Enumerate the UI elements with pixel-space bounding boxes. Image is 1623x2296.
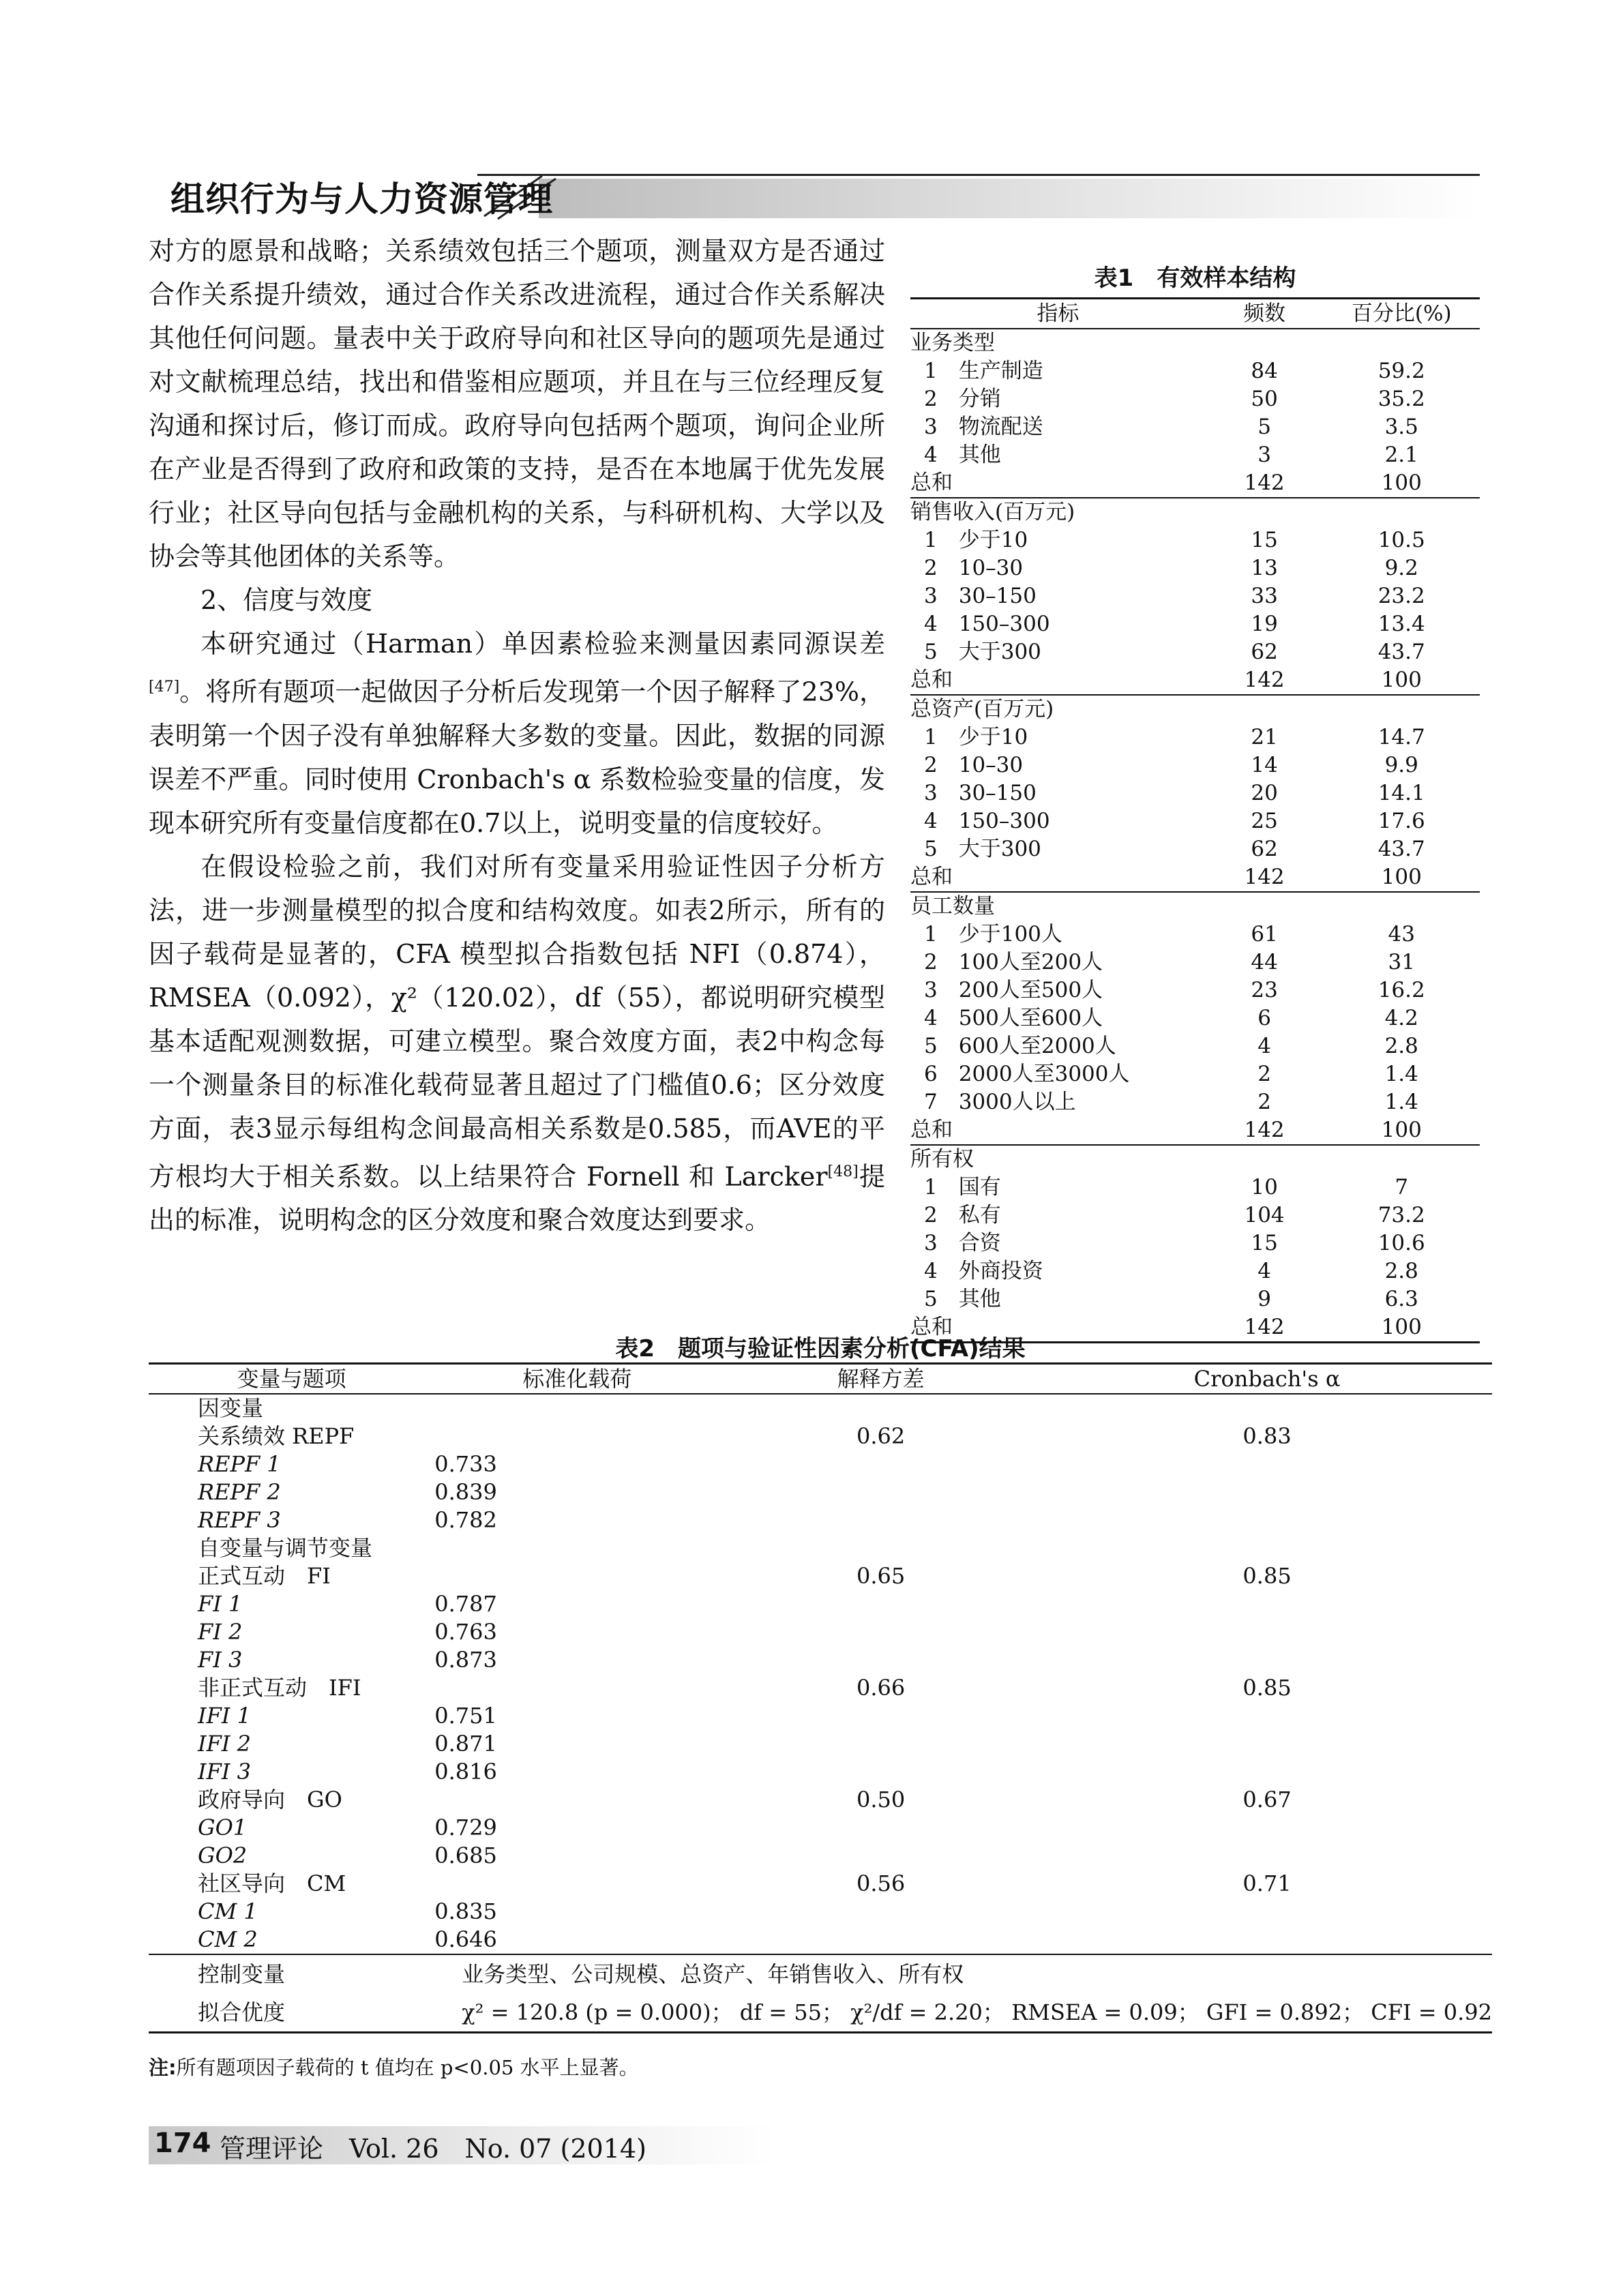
table-2-caption: 表2 题项与验证性因素分析(CFA)结果	[615, 1335, 1026, 1362]
t1-cell-item: 2 私有	[924, 1203, 1001, 1227]
t2-control-label: 控制变量	[149, 1954, 434, 1993]
t2-cell-alpha	[1042, 1898, 1492, 1926]
t1-cell-percent: 17.6	[1378, 809, 1425, 833]
t2-cell-variable: CM 1	[198, 1898, 258, 1924]
t2-cell-alpha	[1042, 1394, 1492, 1422]
t2-cell-variance: 0.56	[857, 1870, 906, 1896]
t1-cell-frequency: 2	[1257, 1062, 1271, 1086]
table-row	[910, 1174, 1480, 1202]
p3-text-b: 提出的标准，说明构念的区分效度和聚合效度达到要求。	[149, 1161, 885, 1236]
t1-cell-percent: 1.4	[1384, 1062, 1418, 1086]
t2-control-row	[149, 1954, 1492, 1993]
t2-cell-loading	[434, 1422, 719, 1450]
t2-cell-alpha	[1042, 1618, 1492, 1646]
table-row	[910, 357, 1480, 385]
t1-cell-item: 1 国有	[924, 1175, 1001, 1199]
table-row	[910, 666, 1480, 695]
t1-cell-percent: 43.7	[1378, 640, 1425, 664]
t2-cell-variance	[719, 1898, 1042, 1926]
t1-cell-percent: 7	[1395, 1175, 1409, 1199]
t2-cell-loading: 0.733	[434, 1451, 497, 1477]
t1-cell-item: 3 30–150	[924, 781, 1037, 805]
t1-cell-item: 4 500人至600人	[924, 1006, 1103, 1030]
t2-cell-alpha	[1042, 1842, 1492, 1870]
t1-group-title: 所有权	[910, 1145, 1480, 1174]
table-row	[910, 638, 1480, 666]
t1-group-title: 销售收入(百万元)	[910, 498, 1480, 526]
t1-cell-percent: 13.4	[1378, 612, 1425, 636]
header-decor-bar	[539, 179, 1480, 218]
t2-cell-variable: REPF 1	[198, 1451, 281, 1477]
t2-cell-alpha: 0.67	[1242, 1787, 1292, 1813]
t2-cell-variance	[719, 1478, 1042, 1506]
table-row	[149, 1646, 1492, 1674]
t1-cell-percent: 2.1	[1384, 443, 1418, 467]
t2-cell-alpha	[1042, 1506, 1492, 1534]
t2-cell-loading	[434, 1786, 719, 1814]
t1-cell-item: 总和	[910, 865, 953, 889]
t1-cell-frequency: 19	[1251, 612, 1278, 636]
t2-cell-alpha: 0.71	[1242, 1870, 1292, 1896]
t1-cell-percent: 9.2	[1384, 556, 1418, 580]
t1-cell-item: 1 少于10	[924, 725, 1028, 749]
table-row	[910, 863, 1480, 892]
citation-48: [48]	[827, 1163, 859, 1180]
t1-cell-item: 6 2000人至3000人	[924, 1062, 1130, 1086]
note-prefix: 注:	[149, 2056, 177, 2079]
table-row	[149, 1422, 1492, 1450]
t2-cell-variable: GO2	[198, 1843, 248, 1868]
t1-group-title: 总资产(百万元)	[910, 695, 1480, 724]
t2-cell-variable: 因变量	[198, 1395, 264, 1421]
t1-cell-percent: 43	[1388, 922, 1415, 946]
t2-cell-alpha	[1042, 1758, 1492, 1786]
table-row	[149, 1590, 1492, 1618]
t2-cell-loading	[434, 1394, 719, 1422]
t2-cell-variance	[719, 1618, 1042, 1646]
table-row	[149, 1786, 1492, 1814]
t1-cell-percent: 4.2	[1384, 1006, 1418, 1030]
t1-cell-item: 4 150–300	[924, 612, 1050, 636]
t2-cell-loading: 0.871	[434, 1731, 497, 1757]
t2-cell-variable: IFI 1	[198, 1703, 252, 1729]
t1-cell-percent: 23.2	[1378, 584, 1425, 608]
t2-cell-variance	[719, 1730, 1042, 1758]
t1-cell-item: 总和	[910, 668, 953, 692]
table-row	[149, 1814, 1492, 1842]
t1-cell-frequency: 3	[1257, 443, 1271, 467]
table-row	[149, 1674, 1492, 1702]
t1-cell-frequency: 15	[1251, 528, 1278, 552]
table-row	[910, 554, 1480, 582]
t2-cell-alpha	[1042, 1702, 1492, 1730]
t1-cell-percent: 59.2	[1378, 359, 1425, 383]
t1-group-title-row	[910, 892, 1480, 921]
table-1-caption: 表1 有效样本结构	[1094, 265, 1296, 292]
table-row	[910, 1202, 1480, 1229]
table-row	[910, 1257, 1480, 1285]
t2-cell-variance	[719, 1842, 1042, 1870]
t2-cell-variable: CM 2	[198, 1926, 258, 1952]
body-text	[149, 229, 885, 1242]
table-row	[149, 1730, 1492, 1758]
t2-cell-variance: 0.50	[857, 1787, 906, 1813]
table-row	[149, 1506, 1492, 1534]
t1-cell-frequency: 14	[1251, 753, 1278, 777]
t2-cell-variance	[719, 1646, 1042, 1674]
table-row	[149, 1842, 1492, 1870]
t2-cell-loading	[434, 1674, 719, 1702]
t2-cell-alpha	[1042, 1450, 1492, 1478]
t2-cell-alpha	[1042, 1590, 1492, 1618]
t1-cell-item: 1 生产制造	[924, 359, 1043, 383]
t2-cell-variance	[719, 1702, 1042, 1730]
table-row	[910, 751, 1480, 779]
t1-cell-item: 3 30–150	[924, 584, 1037, 608]
t2-cell-variable: IFI 2	[198, 1731, 252, 1757]
t1-cell-item: 5 大于300	[924, 640, 1041, 664]
t1-cell-frequency: 10	[1251, 1175, 1278, 1199]
t1-cell-frequency: 142	[1244, 668, 1285, 692]
table-row	[910, 1032, 1480, 1060]
table-row	[149, 1450, 1492, 1478]
t1-cell-frequency: 61	[1251, 922, 1278, 946]
table-row	[149, 1478, 1492, 1506]
t1-cell-percent: 3.5	[1384, 415, 1418, 439]
t1-cell-frequency: 25	[1251, 809, 1278, 833]
table-row	[910, 1004, 1480, 1032]
table-row	[910, 835, 1480, 863]
table-row	[149, 1926, 1492, 1954]
t1-cell-percent: 100	[1381, 1118, 1422, 1142]
t2-cell-loading: 0.816	[434, 1759, 497, 1785]
t1-cell-percent: 14.7	[1378, 725, 1425, 749]
t2-cell-variance	[719, 1450, 1042, 1478]
t1-cell-item: 5 大于300	[924, 837, 1041, 861]
table-row	[149, 1562, 1492, 1590]
t2-cell-alpha	[1042, 1646, 1492, 1674]
t2-fit-label: 拟合优度	[149, 1993, 434, 2033]
t1-cell-item: 4 150–300	[924, 809, 1050, 833]
t2-cell-variable: GO1	[198, 1815, 248, 1840]
t1-cell-frequency: 104	[1244, 1203, 1285, 1227]
t2-cell-variable: 社区导向 CM	[198, 1870, 346, 1896]
t1-cell-frequency: 2	[1257, 1090, 1271, 1114]
page-number: 174	[154, 2128, 211, 2159]
t2-cell-variable: 正式互动 FI	[198, 1563, 331, 1589]
t1-cell-item: 4 外商投资	[924, 1259, 1043, 1283]
t2-cell-variance	[719, 1506, 1042, 1534]
t2-fit-row	[149, 1993, 1492, 2033]
t1-cell-percent: 100	[1381, 865, 1422, 889]
table-row	[910, 1060, 1480, 1088]
t1-cell-frequency: 23	[1251, 978, 1278, 1002]
t2-fit-value: χ² = 120.8 (p = 0.000)； df = 55； χ²/df = 2.20； RMSEA = 0.09； GFI = 0.892； CFI = 0.92	[434, 1993, 1492, 2033]
table-1-header-row	[910, 299, 1480, 329]
t2-cell-variable: FI 3	[198, 1647, 243, 1673]
paragraph-2	[149, 622, 885, 845]
table-row	[910, 582, 1480, 610]
table-row	[910, 526, 1480, 554]
t2-header-loading: 标准化载荷	[434, 1364, 719, 1395]
t1-cell-item: 总和	[910, 471, 953, 495]
t1-cell-item: 7 3000人以上	[924, 1090, 1076, 1114]
t2-cell-alpha	[1042, 1478, 1492, 1506]
t2-cell-loading: 0.729	[434, 1815, 497, 1840]
t1-cell-percent: 31	[1388, 950, 1415, 974]
t1-group-title-row	[910, 329, 1480, 357]
p2-text-b: 。将所有题项一起做因子分析后发现第一个因子解释了23%，表明第一个因子没有单独解释大多数的变量。因此，数据的同源误差不严重。同时使用 Cronbach's α 系数检验变量的信度，发现本研究所有变量信度都在0.7以上，说明变量的信度较好。	[149, 676, 885, 838]
t1-cell-item: 2 100人至200人	[924, 950, 1103, 974]
t1-cell-percent: 100	[1381, 471, 1422, 495]
table-row	[910, 779, 1480, 807]
table-row	[910, 610, 1480, 638]
t1-cell-frequency: 142	[1244, 1118, 1285, 1142]
t2-header-alpha: Cronbach's α	[1042, 1364, 1492, 1395]
t2-cell-loading: 0.873	[434, 1647, 497, 1673]
t1-cell-percent: 100	[1323, 1313, 1480, 1343]
t2-cell-variance	[719, 1534, 1042, 1562]
table-row	[910, 413, 1480, 441]
table-1-body	[910, 329, 1480, 1343]
table-row	[149, 1702, 1492, 1730]
header-rule	[477, 174, 1480, 176]
table-row	[149, 1618, 1492, 1646]
t1-cell-item: 5 600人至2000人	[924, 1034, 1116, 1058]
table-row	[910, 976, 1480, 1004]
t1-cell-item: 1 少于100人	[924, 922, 1062, 946]
t1-cell-item: 2 10–30	[924, 556, 1024, 580]
t1-cell-frequency: 6	[1257, 1006, 1271, 1030]
t2-cell-loading: 0.685	[434, 1843, 497, 1868]
t2-cell-alpha: 0.83	[1242, 1423, 1292, 1449]
t1-cell-frequency: 15	[1251, 1231, 1278, 1255]
t2-cell-variable: IFI 3	[198, 1759, 252, 1785]
t2-cell-variance	[719, 1394, 1042, 1422]
table-2-header-row	[149, 1364, 1492, 1395]
t1-cell-percent: 6.3	[1384, 1287, 1418, 1311]
t2-cell-variance	[719, 1758, 1042, 1786]
t2-cell-variable: REPF 2	[198, 1479, 281, 1505]
t2-cell-loading: 0.751	[434, 1703, 497, 1729]
subheading-reliability: 2、信度与效度	[200, 585, 373, 615]
t2-cell-variance: 0.62	[857, 1423, 906, 1449]
t2-cell-variance: 0.65	[857, 1563, 906, 1589]
t1-cell-item: 4 其他	[924, 443, 1001, 467]
t2-cell-loading: 0.787	[434, 1591, 497, 1617]
t1-cell-percent: 14.1	[1378, 781, 1425, 805]
t1-cell-frequency: 20	[1251, 781, 1278, 805]
table-row	[910, 1229, 1480, 1257]
t1-cell-percent: 10.5	[1378, 528, 1425, 552]
t2-cell-alpha	[1042, 1926, 1492, 1954]
table-row	[910, 949, 1480, 976]
t2-cell-variable: FI 2	[198, 1619, 243, 1645]
t1-cell-frequency: 5	[1257, 415, 1271, 439]
t2-cell-loading: 0.839	[434, 1479, 497, 1505]
t1-cell-frequency: 4	[1257, 1259, 1271, 1283]
t1-cell-frequency: 142	[1206, 1313, 1324, 1343]
t1-cell-frequency: 4	[1257, 1034, 1271, 1058]
t2-cell-variance	[719, 1814, 1042, 1842]
t2-cell-loading: 0.646	[434, 1926, 497, 1952]
t2-cell-alpha	[1042, 1534, 1492, 1562]
t2-cell-loading: 0.763	[434, 1619, 497, 1645]
t1-cell-item: 3 200人至500人	[924, 978, 1103, 1002]
t1-cell-item: 2 分销	[924, 387, 1001, 411]
t2-cell-alpha	[1042, 1730, 1492, 1758]
t2-cell-variance: 0.66	[857, 1675, 906, 1701]
table-row	[149, 1870, 1492, 1898]
table-row	[910, 724, 1480, 751]
t1-cell-percent: 43.7	[1378, 837, 1425, 861]
table-row	[149, 1394, 1492, 1422]
t2-cell-variable: 非正式互动 IFI	[198, 1675, 361, 1701]
t1-cell-item: 2 10–30	[924, 753, 1024, 777]
t1-cell-frequency: 9	[1257, 1287, 1271, 1311]
table-1	[910, 259, 1480, 1343]
t1-cell-frequency: 13	[1251, 556, 1278, 580]
t1-cell-item: 5 其他	[924, 1287, 1001, 1311]
table-row	[910, 385, 1480, 413]
p3-text-a: 在假设检验之前，我们对所有变量采用验证性因子分析方法，进一步测量模型的拟合度和结构效度。如表2所示，所有的因子载荷是显著的，CFA 模型拟合指数包括 NFI（0.874），RMSEA（0.092），χ²（120.02），df（55），都说明研究模型基本适配观测数据，可建立模型。聚合效度方面，表2中构念每一个测量条目的标准化载荷显著且超过了门槛值0.6；区分效度方面，表3显示每组构念间最高相关系数是0.585，而AVE的平方根均大于相关系数。以上结果符合 Fornell 和 Larcker	[149, 851, 885, 1192]
paragraph-1: 对方的愿景和战略；关系绩效包括三个题项，测量双方是否通过合作关系提升绩效，通过合作关系改进流程，通过合作关系解决其他任何问题。量表中关于政府导向和社区导向的题项先是通过对文献梳理总结，找出和借鉴相应题项，并且在与三位经理反复沟通和探讨后，修订而成。政府导向包括两个题项，询问企业所在产业是否得到了政府和政策的支持，是否在本地属于优先发展行业；社区导向包括与金融机构的关系，与科研机构、大学以及协会等其他团体的关系等。	[149, 236, 885, 571]
t1-cell-item: 3 物流配送	[924, 415, 1043, 439]
t1-header-frequency: 频数	[1206, 299, 1324, 329]
table-note	[149, 2053, 639, 2081]
table-row	[149, 1534, 1492, 1562]
t1-group-title-row	[910, 1145, 1480, 1174]
table-row	[910, 469, 1480, 498]
section-title: 组织行为与人力资源管理	[170, 179, 553, 219]
table-row	[910, 1116, 1480, 1145]
t1-group-title-row	[910, 498, 1480, 526]
t1-cell-percent: 1.4	[1384, 1090, 1418, 1114]
t2-control-value: 业务类型、公司规模、总资产、年销售收入、所有权	[434, 1954, 1492, 1993]
t2-header-variable: 变量与题项	[149, 1364, 434, 1395]
t2-cell-alpha: 0.85	[1242, 1563, 1292, 1589]
t1-cell-frequency: 62	[1251, 640, 1278, 664]
t1-cell-percent: 35.2	[1378, 387, 1425, 411]
table-2	[149, 1330, 1492, 2033]
table-row	[910, 441, 1480, 469]
t2-cell-alpha: 0.85	[1242, 1675, 1292, 1701]
t2-cell-variable: FI 1	[198, 1591, 243, 1617]
table-row	[149, 1758, 1492, 1786]
t1-header-indicator: 指标	[910, 299, 1206, 329]
t2-cell-loading: 0.835	[434, 1898, 497, 1924]
t1-cell-item: 1 少于10	[924, 528, 1028, 552]
t1-group-title-row	[910, 695, 1480, 724]
t1-cell-frequency: 33	[1251, 584, 1278, 608]
t2-cell-variable: 自变量与调节变量	[198, 1535, 373, 1561]
t1-header-percent: 百分比(%)	[1323, 299, 1480, 329]
t2-cell-loading: 0.782	[434, 1507, 497, 1533]
t1-cell-frequency: 62	[1251, 837, 1278, 861]
t1-cell-percent: 16.2	[1378, 978, 1425, 1002]
table-row	[910, 1285, 1480, 1313]
t1-cell-percent: 100	[1381, 668, 1422, 692]
t1-cell-item: 3 合资	[924, 1231, 1001, 1255]
t1-group-title: 员工数量	[910, 892, 1480, 921]
t1-cell-frequency: 50	[1251, 387, 1278, 411]
table-row	[910, 921, 1480, 949]
t2-cell-variable: 关系绩效 REPF	[198, 1423, 355, 1449]
table-row	[149, 1898, 1492, 1926]
t2-header-variance: 解释方差	[719, 1364, 1042, 1395]
t2-cell-loading	[434, 1562, 719, 1590]
table-2-grid	[149, 1362, 1492, 2033]
t2-cell-variance	[719, 1926, 1042, 1954]
citation-47: [47]	[149, 679, 180, 696]
t2-cell-variance	[719, 1590, 1042, 1618]
t1-cell-frequency: 142	[1244, 471, 1285, 495]
t1-cell-percent: 10.6	[1378, 1231, 1425, 1255]
table-2-body	[149, 1394, 1492, 1954]
t1-group-title: 业务类型	[910, 329, 1480, 357]
t2-cell-variable: REPF 3	[198, 1507, 281, 1533]
table-1-grid	[910, 297, 1480, 1343]
t2-cell-alpha	[1042, 1814, 1492, 1842]
t2-cell-variable: 政府导向 GO	[198, 1787, 342, 1813]
t1-cell-percent: 2.8	[1384, 1259, 1418, 1283]
t2-cell-loading	[434, 1870, 719, 1898]
p2-text-a: 本研究通过（Harman）单因素检验来测量因素同源误差	[200, 629, 885, 659]
table-row	[910, 807, 1480, 835]
t1-cell-percent: 9.9	[1384, 753, 1418, 777]
t2-cell-loading	[434, 1534, 719, 1562]
t1-cell-frequency: 142	[1244, 865, 1285, 889]
note-text: 所有题项因子载荷的 t 值均在 p<0.05 水平上显著。	[176, 2056, 639, 2079]
t1-cell-frequency: 44	[1251, 950, 1278, 974]
t1-cell-percent: 73.2	[1378, 1203, 1425, 1227]
t1-cell-item: 总和	[910, 1313, 1206, 1343]
t1-cell-frequency: 84	[1251, 359, 1278, 383]
t1-cell-item: 总和	[910, 1118, 953, 1142]
table-row	[910, 1088, 1480, 1116]
paragraph-3	[149, 845, 885, 1242]
t1-cell-frequency: 21	[1251, 725, 1278, 749]
t1-cell-percent: 2.8	[1384, 1034, 1418, 1058]
journal-citation: 管理评论 Vol. 26 No. 07 (2014)	[220, 2134, 646, 2164]
